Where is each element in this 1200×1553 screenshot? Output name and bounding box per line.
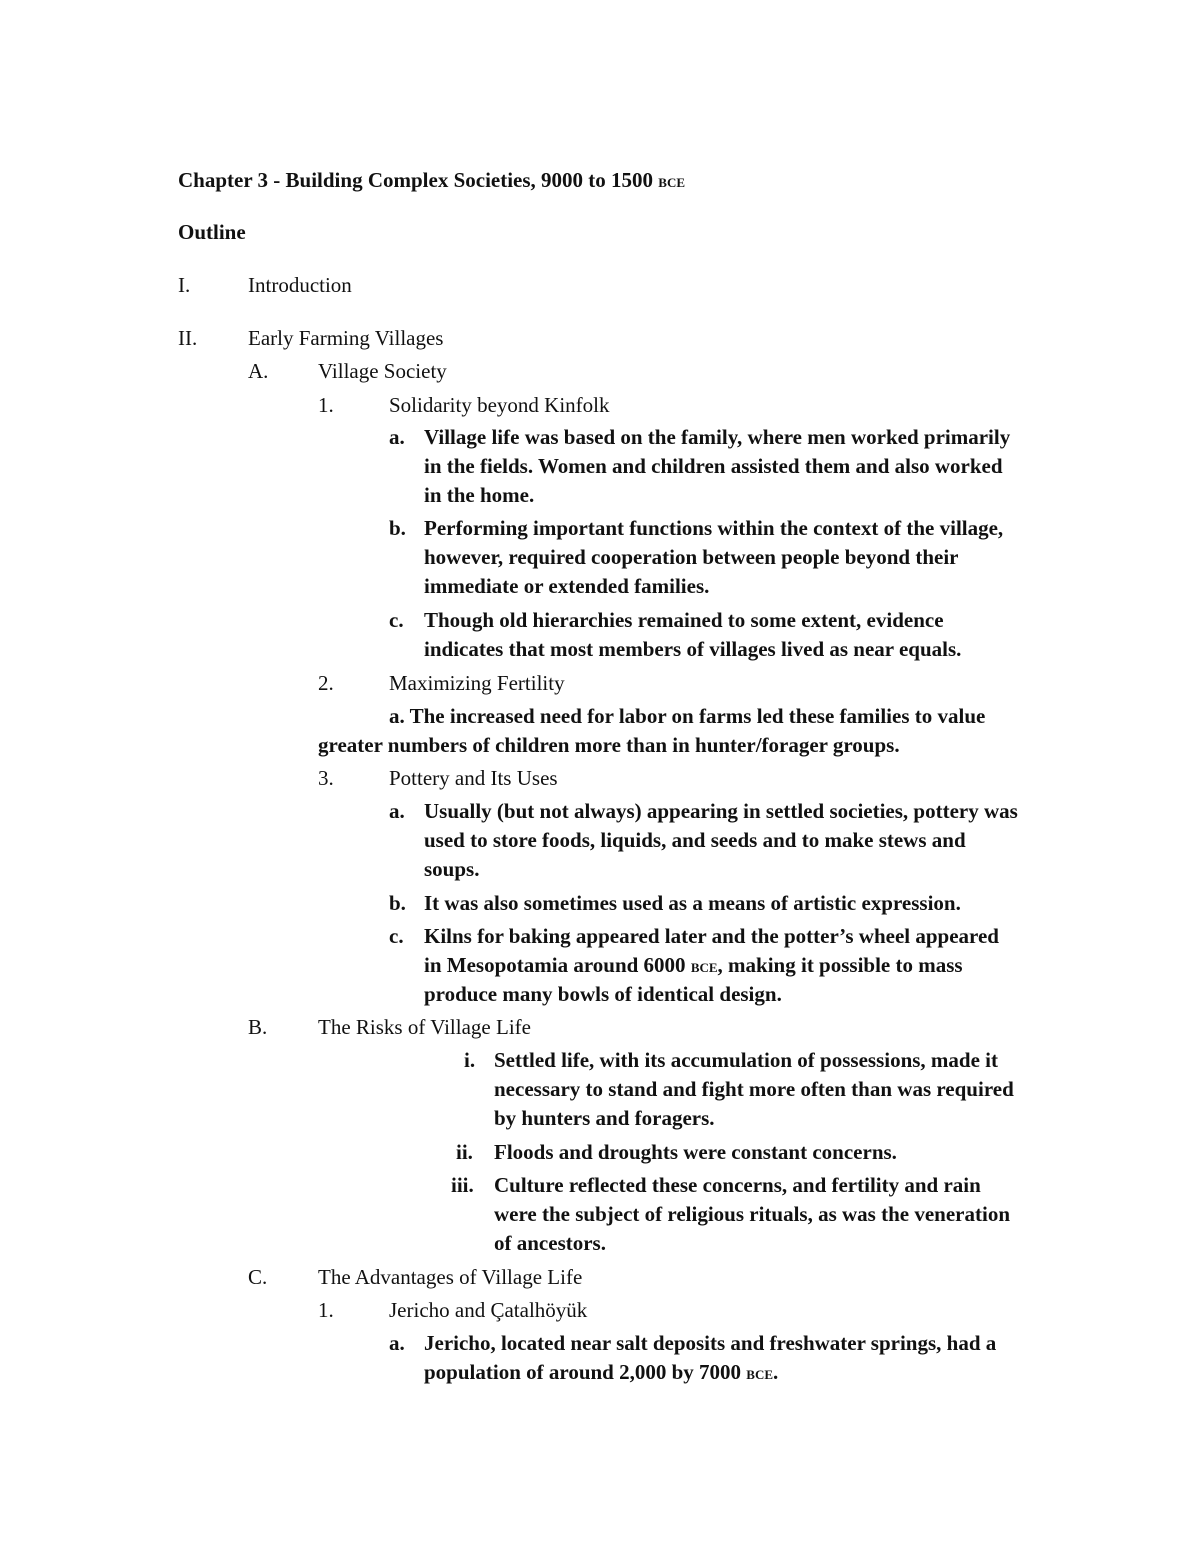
outline-item-village-society: Village Society (318, 359, 447, 383)
outline-marker-i: I. (178, 273, 191, 297)
outline-marker-a3c: c. (389, 924, 404, 948)
outline-text-kilns-line2 (424, 951, 963, 981)
outline-item-introduction: Introduction (248, 273, 352, 297)
outline-marker-a3: 3. (318, 766, 334, 790)
outline-text-village-life: Village life was based on the family, where men worked primarily in the fields. Women and children assisted them and also worked in the home. (424, 425, 1011, 507)
outline-marker-a: A. (248, 359, 269, 383)
outline-marker-c1: 1. (318, 1298, 334, 1322)
outline-item-early-farming-villages: Early Farming Villages (248, 326, 444, 350)
outline-text-pottery-use: Usually (but not always) appearing in settled societies, pottery was used to store foods, liquids, and seeds and to make stews and soups. (424, 799, 1018, 881)
outline-marker-a1c: c. (389, 608, 404, 632)
outline-marker-a1b: b. (389, 516, 406, 540)
outline-heading: Outline (178, 220, 246, 244)
outline-marker-c1a: a. (389, 1331, 405, 1355)
outline-item-maximizing-fertility: Maximizing Fertility (389, 671, 565, 695)
outline-text-settled-life: Settled life, with its accumulation of possessions, made it necessary to stand and fight more often than was required by hunters and foragers. (494, 1048, 1014, 1130)
outline-text-culture: Culture reflected these concerns, and fertility and rain were the subject of religious rituals, as was the veneration of ancestors. (494, 1173, 1010, 1255)
outline-text-fertility-line2: greater numbers of children more than in hunter/forager groups. (318, 733, 900, 757)
outline-marker-biii: iii. (451, 1173, 474, 1197)
outline-item-jericho-catalhoyuk: Jericho and Çatalhöyük (389, 1298, 588, 1322)
outline-marker-bii: ii. (456, 1140, 473, 1164)
outline-marker-b: B. (248, 1015, 268, 1039)
chapter-title-main: Chapter 3 - Building Complex Societies, 9000 to 1500 (178, 168, 659, 192)
kilns-line2-after: , making it possible to mass (717, 953, 963, 977)
outline-text-jericho-line2 (424, 1358, 778, 1388)
outline-text-kilns-line1: Kilns for baking appeared later and the potter’s wheel appeared (424, 924, 999, 948)
outline-marker-c: C. (248, 1265, 268, 1289)
kilns-line2-before: in Mesopotamia around 6000 (424, 953, 691, 977)
outline-text-floods: Floods and droughts were constant concerns. (494, 1140, 897, 1164)
outline-item-risks: The Risks of Village Life (318, 1015, 531, 1039)
outline-marker-a1a: a. (389, 425, 405, 449)
jericho-line2-era: bce (746, 1363, 774, 1384)
outline-text-fertility-line1: a. The increased need for labor on farms led these families to value (389, 704, 986, 728)
outline-item-advantages: The Advantages of Village Life (318, 1265, 583, 1289)
chapter-title (178, 166, 685, 196)
outline-marker-a1: 1. (318, 393, 334, 417)
outline-marker-ii: II. (178, 326, 198, 350)
jericho-line2-before: population of around 2,000 by 7000 (424, 1360, 747, 1384)
outline-text-kilns-line3: produce many bowls of identical design. (424, 982, 782, 1006)
outline-text-cooperation: Performing important functions within the context of the village, however, required cooperation between people beyond their immediate or extended families. (424, 516, 1004, 598)
outline-text-artistic-expression: It was also sometimes used as a means of artistic expression. (424, 891, 961, 915)
outline-marker-a3b: b. (389, 891, 406, 915)
outline-text-hierarchies: Though old hierarchies remained to some extent, evidence indicates that most members of villages lived as near equals. (424, 608, 962, 661)
outline-marker-bi: i. (464, 1048, 476, 1072)
outline-item-solidarity: Solidarity beyond Kinfolk (389, 393, 610, 417)
jericho-line2-after: . (773, 1360, 779, 1384)
chapter-title-era: bce (658, 171, 686, 192)
outline-item-pottery: Pottery and Its Uses (389, 766, 558, 790)
outline-marker-a2: 2. (318, 671, 334, 695)
kilns-line2-era: bce (690, 956, 718, 977)
outline-marker-a3a: a. (389, 799, 405, 823)
outline-text-jericho-line1: Jericho, located near salt deposits and freshwater springs, had a (424, 1331, 997, 1355)
